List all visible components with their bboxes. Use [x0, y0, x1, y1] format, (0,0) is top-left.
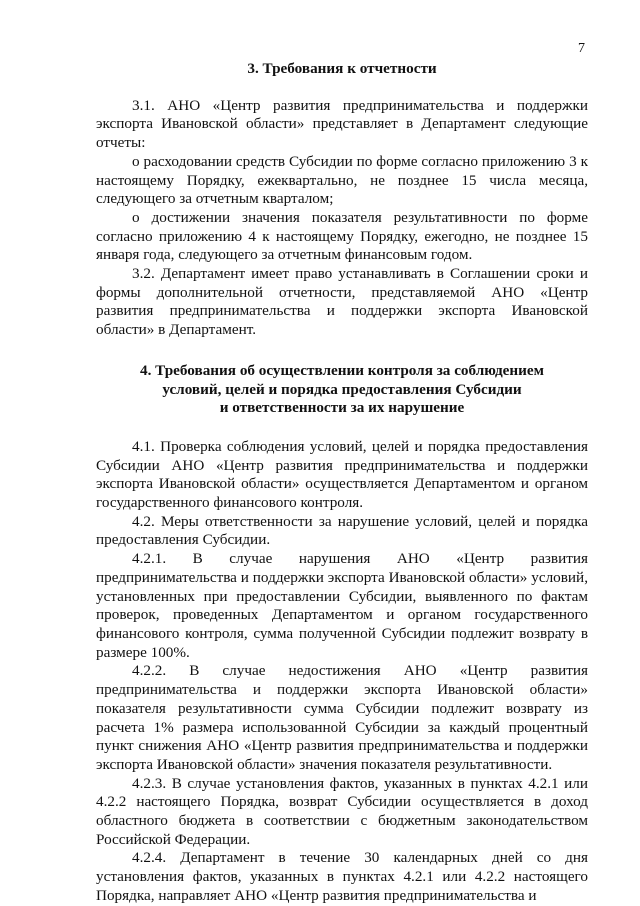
- paragraph-3-1-item-2: о достижении значения показателя результативности по форме согласно приложению 4 к настоящему Порядку, ежегодно, не позднее 15 января года, следующего за отчетным финансовым годом.: [96, 208, 588, 264]
- section-4-heading-line-3: и ответственности за их нарушение: [219, 399, 465, 417]
- paragraph-3-1-item-1: о расходовании средств Субсидии по форме согласно приложению 3 к настоящему Порядку, ежеквартально, не позднее 15 числа месяца, следующего за отчетным кварталом;: [96, 152, 588, 208]
- paragraph-3-1: 3.1. АНО «Центр развития предпринимательства и поддержки экспорта Ивановской области» представляет в Департамент следующие отчеты:: [96, 96, 588, 152]
- paragraph-3-2: 3.2. Департамент имеет право устанавливать в Соглашении сроки и формы дополнительной отчетности, представляемой АНО «Центр развития предпринимательства и поддержки экспорта Ивановской области» в Департамент.: [96, 265, 588, 339]
- section-4-heading-line-1: 4. Требования об осуществлении контроля за соблюдением: [139, 361, 545, 379]
- paragraph-4-2-4: 4.2.4. Департамент в течение 30 календарных дней со дня установления фактов, указанных в пунктах 4.2.1 или 4.2.2 настоящего Порядка, направляет АНО «Центр развития предпринимательства и: [96, 849, 588, 904]
- section-4-heading-line-2: условий, целей и порядка предоставления Субсидии: [162, 380, 522, 398]
- page-number: 7: [578, 41, 585, 56]
- paragraph-4-2-3: 4.2.3. В случае установления фактов, указанных в пунктах 4.2.1 или 4.2.2 настоящего Порядка, возврат Субсидии осуществляется в доход областного бюджета в соответствии с бюджетным законодательством Российской Федерации.: [96, 774, 588, 848]
- paragraph-4-2-2: 4.2.2. В случае недостижения АНО «Центр развития предпринимательства и поддержки экспорта Ивановской области» показателя результативности сумма Субсидии подлежит возврату из расчета 1% размера использованной Субсидии за каждый процентный пункт снижения АНО «Центр развития предпринимательства и поддержки экспорта Ивановской области» значения показателя результативности.: [96, 662, 588, 773]
- section-3-heading: 3. Требования к отчетности: [247, 60, 437, 77]
- paragraph-4-2-1: 4.2.1. В случае нарушения АНО «Центр развития предпринимательства и поддержки экспорта Ивановской области» условий, установленных при предоставлении Субсидии, выявленного по фактам проверок, проведенных Департаментом и органом государственного финансового контроля, сумма полученной Субсидии подлежит возврату в размере 100%.: [96, 550, 588, 661]
- paragraph-4-1: 4.1. Проверка соблюдения условий, целей и порядка предоставления Субсидии АНО «Центр развития предпринимательства и поддержки экспорта Ивановской области» осуществляется Департаментом и органом государственного финансового контроля.: [96, 437, 588, 512]
- section-4-heading: [96, 362, 588, 418]
- paragraph-4-2: 4.2. Меры ответственности за нарушение условий, целей и порядка предоставления Субсидии.: [96, 512, 588, 549]
- page-content: [96, 60, 588, 906]
